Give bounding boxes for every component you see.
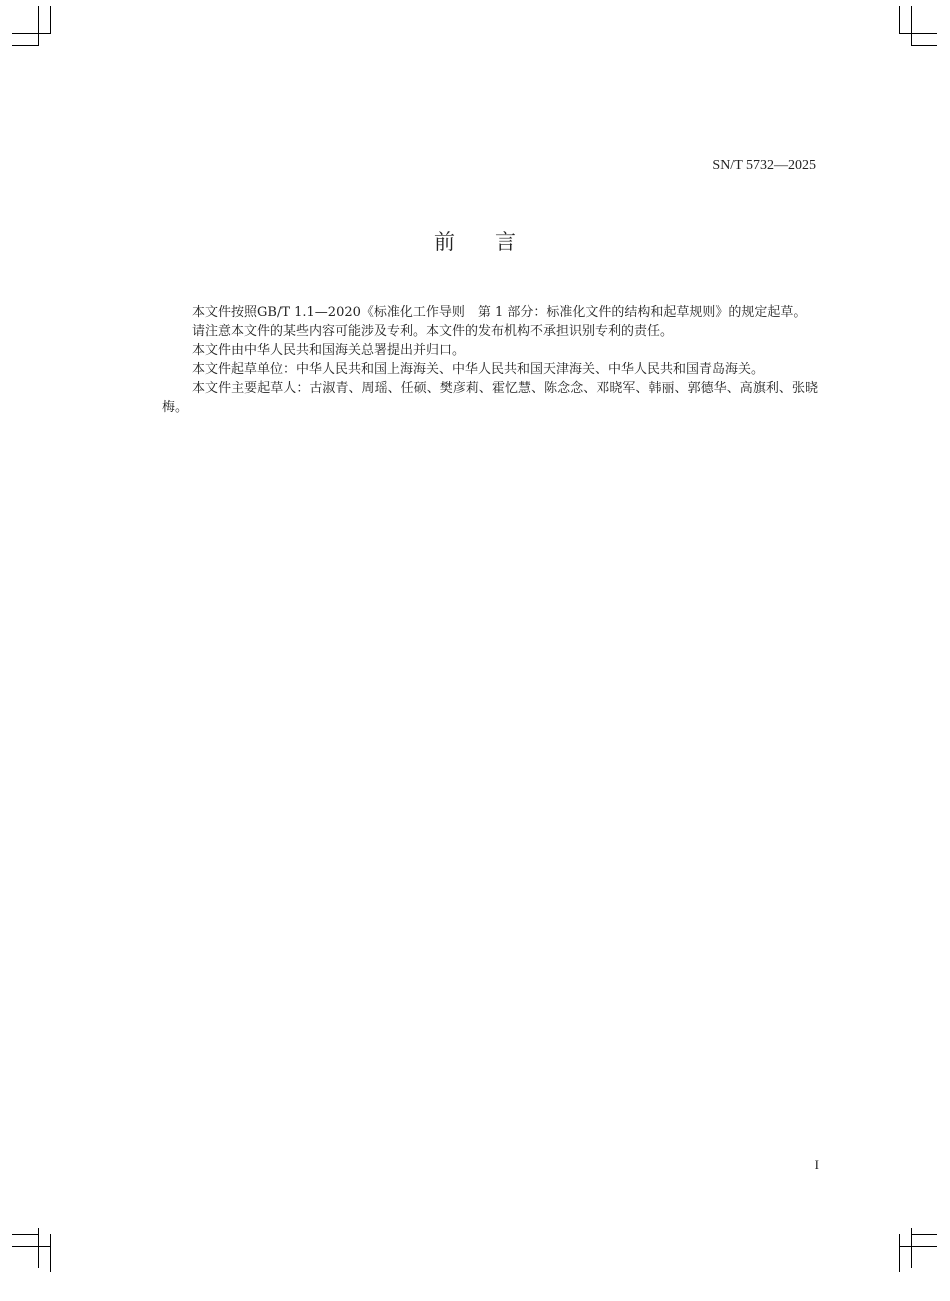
crop-mark bbox=[38, 1228, 39, 1268]
crop-mark bbox=[899, 6, 900, 34]
crop-mark bbox=[911, 1234, 937, 1235]
page-number: I bbox=[814, 1157, 819, 1172]
crop-mark bbox=[911, 6, 912, 46]
paragraph: 本文件主要起草人：古淑青、周瑶、任硕、樊彦莉、霍忆慧、陈念念、邓晓军、韩丽、郭德华、高旗利、张晓梅。 bbox=[162, 381, 818, 415]
crop-mark bbox=[50, 1234, 51, 1272]
foreword-body bbox=[162, 303, 818, 417]
crop-mark bbox=[12, 45, 38, 46]
crop-mark bbox=[911, 1228, 912, 1268]
document-code: SN/T 5732—2025 bbox=[712, 158, 816, 173]
crop-mark bbox=[899, 1246, 937, 1247]
crop-mark bbox=[899, 1234, 900, 1272]
paragraph: 本文件由中华人民共和国海关总署提出并归口。 bbox=[192, 343, 466, 358]
crop-mark bbox=[38, 6, 39, 46]
crop-mark bbox=[911, 45, 937, 46]
paragraph: 本文件按照GB/T 1.1—2020《标准化工作导则 第 1 部分：标准化文件的结构和起草规则》的规定起草。 bbox=[192, 305, 807, 320]
crop-mark bbox=[899, 33, 937, 34]
crop-mark bbox=[12, 1234, 38, 1235]
crop-mark bbox=[12, 1246, 50, 1247]
crop-mark bbox=[12, 33, 50, 34]
paragraph: 请注意本文件的某些内容可能涉及专利。本文件的发布机构不承担识别专利的责任。 bbox=[192, 324, 674, 339]
page-title: 前言 bbox=[434, 230, 556, 254]
crop-mark bbox=[50, 6, 51, 34]
paragraph: 本文件起草单位：中华人民共和国上海海关、中华人民共和国天津海关、中华人民共和国青岛海关。 bbox=[192, 362, 765, 377]
